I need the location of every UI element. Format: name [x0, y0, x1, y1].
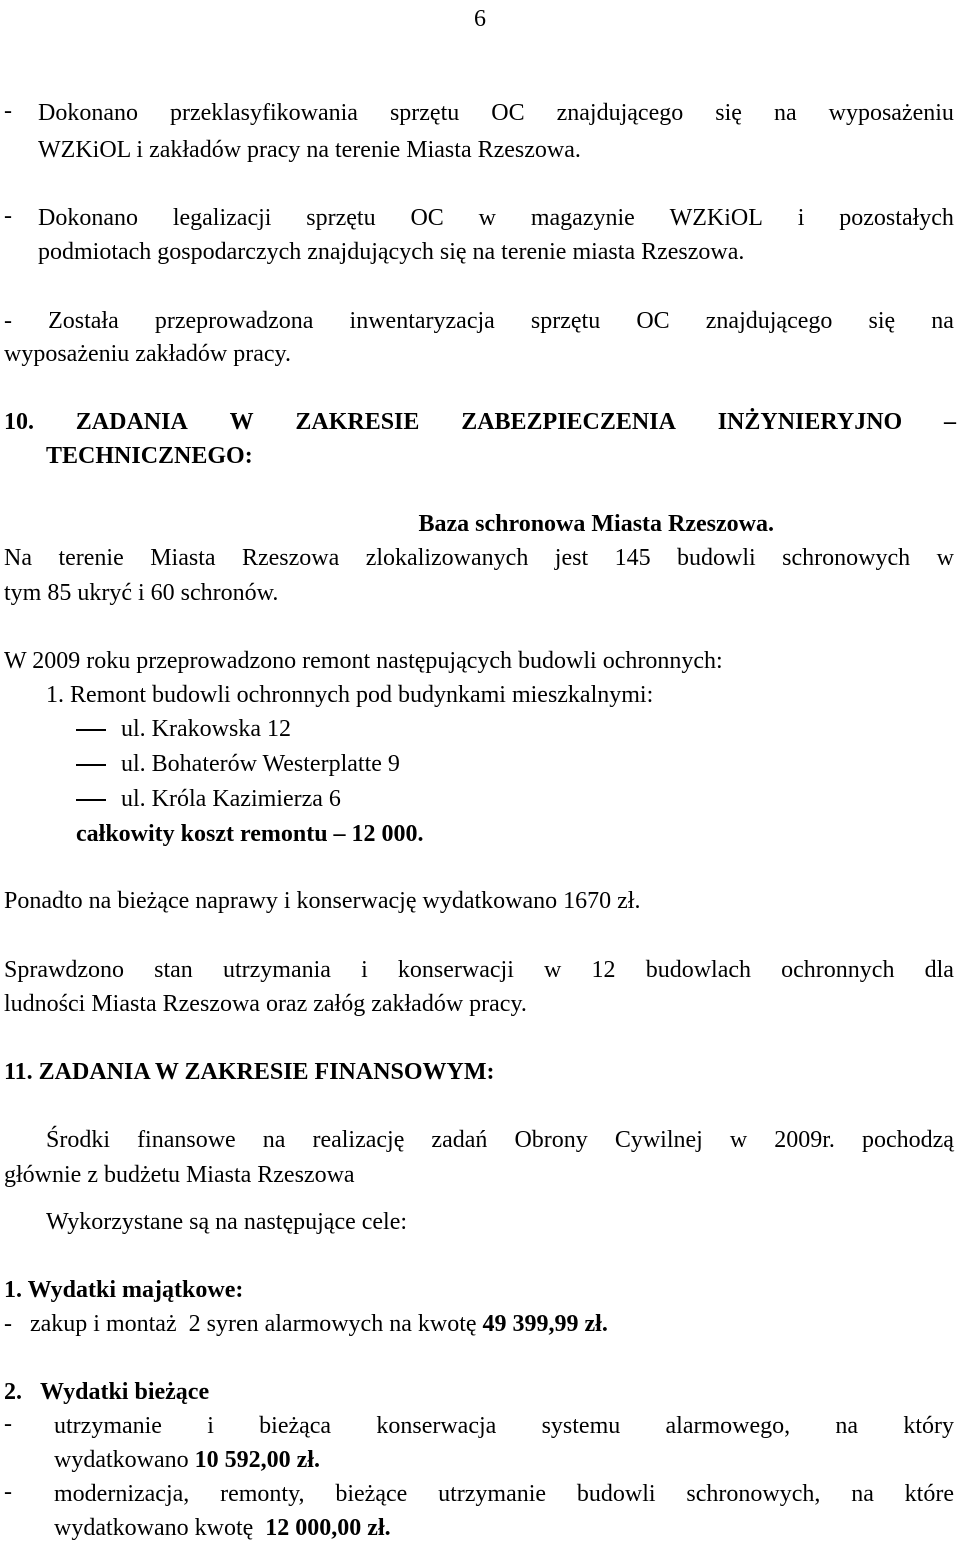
- para-legalization-line2: podmiotach gospodarczych znajdujących się na terenie miasta Rzeszowa.: [38, 239, 745, 265]
- bullet-dash: -: [4, 1479, 12, 1505]
- bullet-dash: -: [4, 203, 12, 229]
- para-reclassification-line1: [38, 98, 954, 128]
- word: ZABEZPIECZENIA: [461, 409, 676, 435]
- word: się: [715, 100, 742, 126]
- word: OC: [410, 205, 444, 231]
- section-10-heading-line2: TECHNICZNEGO:: [46, 443, 253, 469]
- word: w: [729, 1127, 748, 1153]
- word: ZADANIA: [75, 409, 188, 435]
- word: utrzymanie: [438, 1481, 547, 1507]
- word: modernizacja,: [54, 1481, 190, 1507]
- page-number: 6: [474, 6, 486, 32]
- word: INŻYNIERYJNO: [717, 409, 903, 435]
- opex-item1-line1: [54, 1411, 954, 1441]
- bullet-dash: -: [4, 98, 12, 124]
- opex-heading-text: Wydatki bieżące: [40, 1379, 210, 1405]
- capex-item-amount: 49 399,99 zł.: [482, 1311, 608, 1337]
- word: zlokalizowanych: [365, 545, 529, 571]
- list-item: [76, 749, 960, 779]
- word: jest: [554, 545, 589, 571]
- opex-heading-number: 2.: [4, 1379, 22, 1405]
- word: –: [944, 409, 956, 435]
- capex-item-text: - zakup i montaż 2 syren alarmowych na kwotę: [4, 1311, 483, 1337]
- word: i: [361, 957, 368, 983]
- list-item: [76, 784, 960, 814]
- word: inwentaryzacja: [349, 308, 495, 334]
- word: OC: [636, 308, 670, 334]
- word: ochronnych: [781, 957, 895, 983]
- word: sprzętu: [530, 308, 601, 334]
- word: terenie: [58, 545, 124, 571]
- para-inventory-line2: wyposażeniu zakładów pracy.: [4, 341, 291, 367]
- opex-item2-line1: [54, 1479, 954, 1509]
- word: Została: [48, 308, 119, 334]
- word: w: [544, 957, 562, 983]
- para-reclassification-line2: WZKiOL i zakładów pracy na terenie Miasta Rzeszowa.: [38, 137, 581, 163]
- opex-item2-amount: 12 000,00 zł.: [265, 1515, 391, 1541]
- word: Sprawdzono: [4, 957, 124, 983]
- street-name: ul. Bohaterów Westerplatte 9: [121, 751, 400, 777]
- dash-mark: [76, 729, 106, 731]
- word: zadań: [431, 1127, 488, 1153]
- para-legalization-line1: [38, 203, 954, 233]
- word: w: [478, 205, 496, 231]
- word: budowli: [677, 545, 756, 571]
- section-11-heading: 11. ZADANIA W ZAKRESIE FINANSOWYM:: [4, 1059, 495, 1085]
- word: konserwacja: [376, 1413, 497, 1439]
- word: budowlach: [645, 957, 751, 983]
- word: wyposażeniu: [828, 100, 954, 126]
- word: które: [904, 1481, 954, 1507]
- word: na: [851, 1481, 874, 1507]
- word: dla: [924, 957, 954, 983]
- word: znajdującego: [705, 308, 833, 334]
- word: schronowych,: [686, 1481, 821, 1507]
- word: pozostałych: [839, 205, 954, 231]
- opex-item2-line2: [54, 1513, 960, 1543]
- word: schronowych: [782, 545, 911, 571]
- word: OC: [491, 100, 525, 126]
- para-funding-line2: głównie z budżetu Miasta Rzeszowa: [4, 1162, 355, 1188]
- word: alarmowego,: [665, 1413, 791, 1439]
- para-funding-line1: [46, 1125, 954, 1155]
- word: przeklasyfikowania: [170, 100, 358, 126]
- street-name: ul. Krakowska 12: [121, 716, 291, 742]
- opex-item2-text: wydatkowano kwotę: [54, 1515, 266, 1541]
- word: 2009r.: [774, 1127, 835, 1153]
- word: pochodzą: [861, 1127, 954, 1153]
- para-inspection-line1: [4, 955, 954, 985]
- word: -: [4, 308, 12, 334]
- subheading-shelters: Baza schronowa Miasta Rzeszowa.: [418, 511, 774, 537]
- para-repairs: Ponadto na bieżące naprawy i konserwację wydatkowano 1670 zł.: [4, 888, 641, 914]
- capex-item: [4, 1309, 960, 1339]
- word: na: [835, 1413, 859, 1439]
- word: Na: [4, 545, 32, 571]
- word: ZAKRESIE: [295, 409, 420, 435]
- list-item: [76, 714, 960, 744]
- word: się: [868, 308, 896, 334]
- word: znajdującego: [556, 100, 684, 126]
- word: i: [207, 1413, 214, 1439]
- para-renovation: W 2009 roku przeprowadzono remont następujących budowli ochronnych:: [4, 648, 723, 674]
- word: Dokonano: [38, 100, 138, 126]
- word: WZKiOL: [669, 205, 763, 231]
- word: w: [936, 545, 954, 571]
- capex-heading: 1. Wydatki majątkowe:: [4, 1277, 244, 1303]
- opex-item1-text: wydatkowano: [54, 1447, 195, 1473]
- word: utrzymania: [222, 957, 331, 983]
- para-inspection-line2: ludności Miasta Rzeszowa oraz załóg zakładów pracy.: [4, 991, 527, 1017]
- word: na: [773, 100, 797, 126]
- word: Miasta: [150, 545, 216, 571]
- word: sprzętu: [389, 100, 460, 126]
- word: i: [797, 205, 805, 231]
- para-inventory-line1: [4, 306, 954, 336]
- word: Obrony: [514, 1127, 588, 1153]
- word: konserwacji: [397, 957, 514, 983]
- word: Cywilnej: [614, 1127, 703, 1153]
- section-10-heading-line1: [4, 407, 956, 437]
- opex-item1-line2: [54, 1445, 960, 1475]
- word: 10.: [4, 409, 34, 435]
- dash-mark: [76, 799, 106, 801]
- word: 12: [591, 957, 616, 983]
- word: realizację: [312, 1127, 405, 1153]
- opex-item1-amount: 10 592,00 zł.: [194, 1447, 320, 1473]
- bullet-dash: -: [4, 1411, 12, 1437]
- street-name: ul. Króla Kazimierza 6: [121, 786, 341, 812]
- word: na: [931, 308, 954, 334]
- word: legalizacji: [172, 205, 272, 231]
- word: remonty,: [220, 1481, 305, 1507]
- para-shelters-line1: [4, 543, 954, 573]
- para-purposes: Wykorzystane są na następujące cele:: [46, 1209, 408, 1235]
- word: stan: [154, 957, 193, 983]
- para-shelters-line2: tym 85 ukryć i 60 schronów.: [4, 580, 279, 606]
- word: finansowe: [137, 1127, 236, 1153]
- word: systemu: [541, 1413, 621, 1439]
- word: Dokonano: [38, 205, 138, 231]
- word: sprzętu: [306, 205, 376, 231]
- word: Środki: [46, 1127, 111, 1153]
- word: utrzymanie: [54, 1413, 162, 1439]
- word: budowli: [576, 1481, 656, 1507]
- total-cost: całkowity koszt remontu – 12 000.: [76, 821, 424, 847]
- opex-heading: [4, 1377, 960, 1407]
- word: W: [229, 409, 254, 435]
- word: magazynie: [530, 205, 635, 231]
- word: bieżące: [335, 1481, 408, 1507]
- dash-mark: [76, 764, 106, 766]
- word: przeprowadzona: [154, 308, 314, 334]
- word: 145: [614, 545, 651, 571]
- word: na: [262, 1127, 286, 1153]
- word: bieżąca: [259, 1413, 332, 1439]
- list-item-renovation: 1. Remont budowli ochronnych pod budynkami mieszkalnymi:: [46, 682, 654, 708]
- word: który: [903, 1413, 954, 1439]
- word: Rzeszowa: [241, 545, 340, 571]
